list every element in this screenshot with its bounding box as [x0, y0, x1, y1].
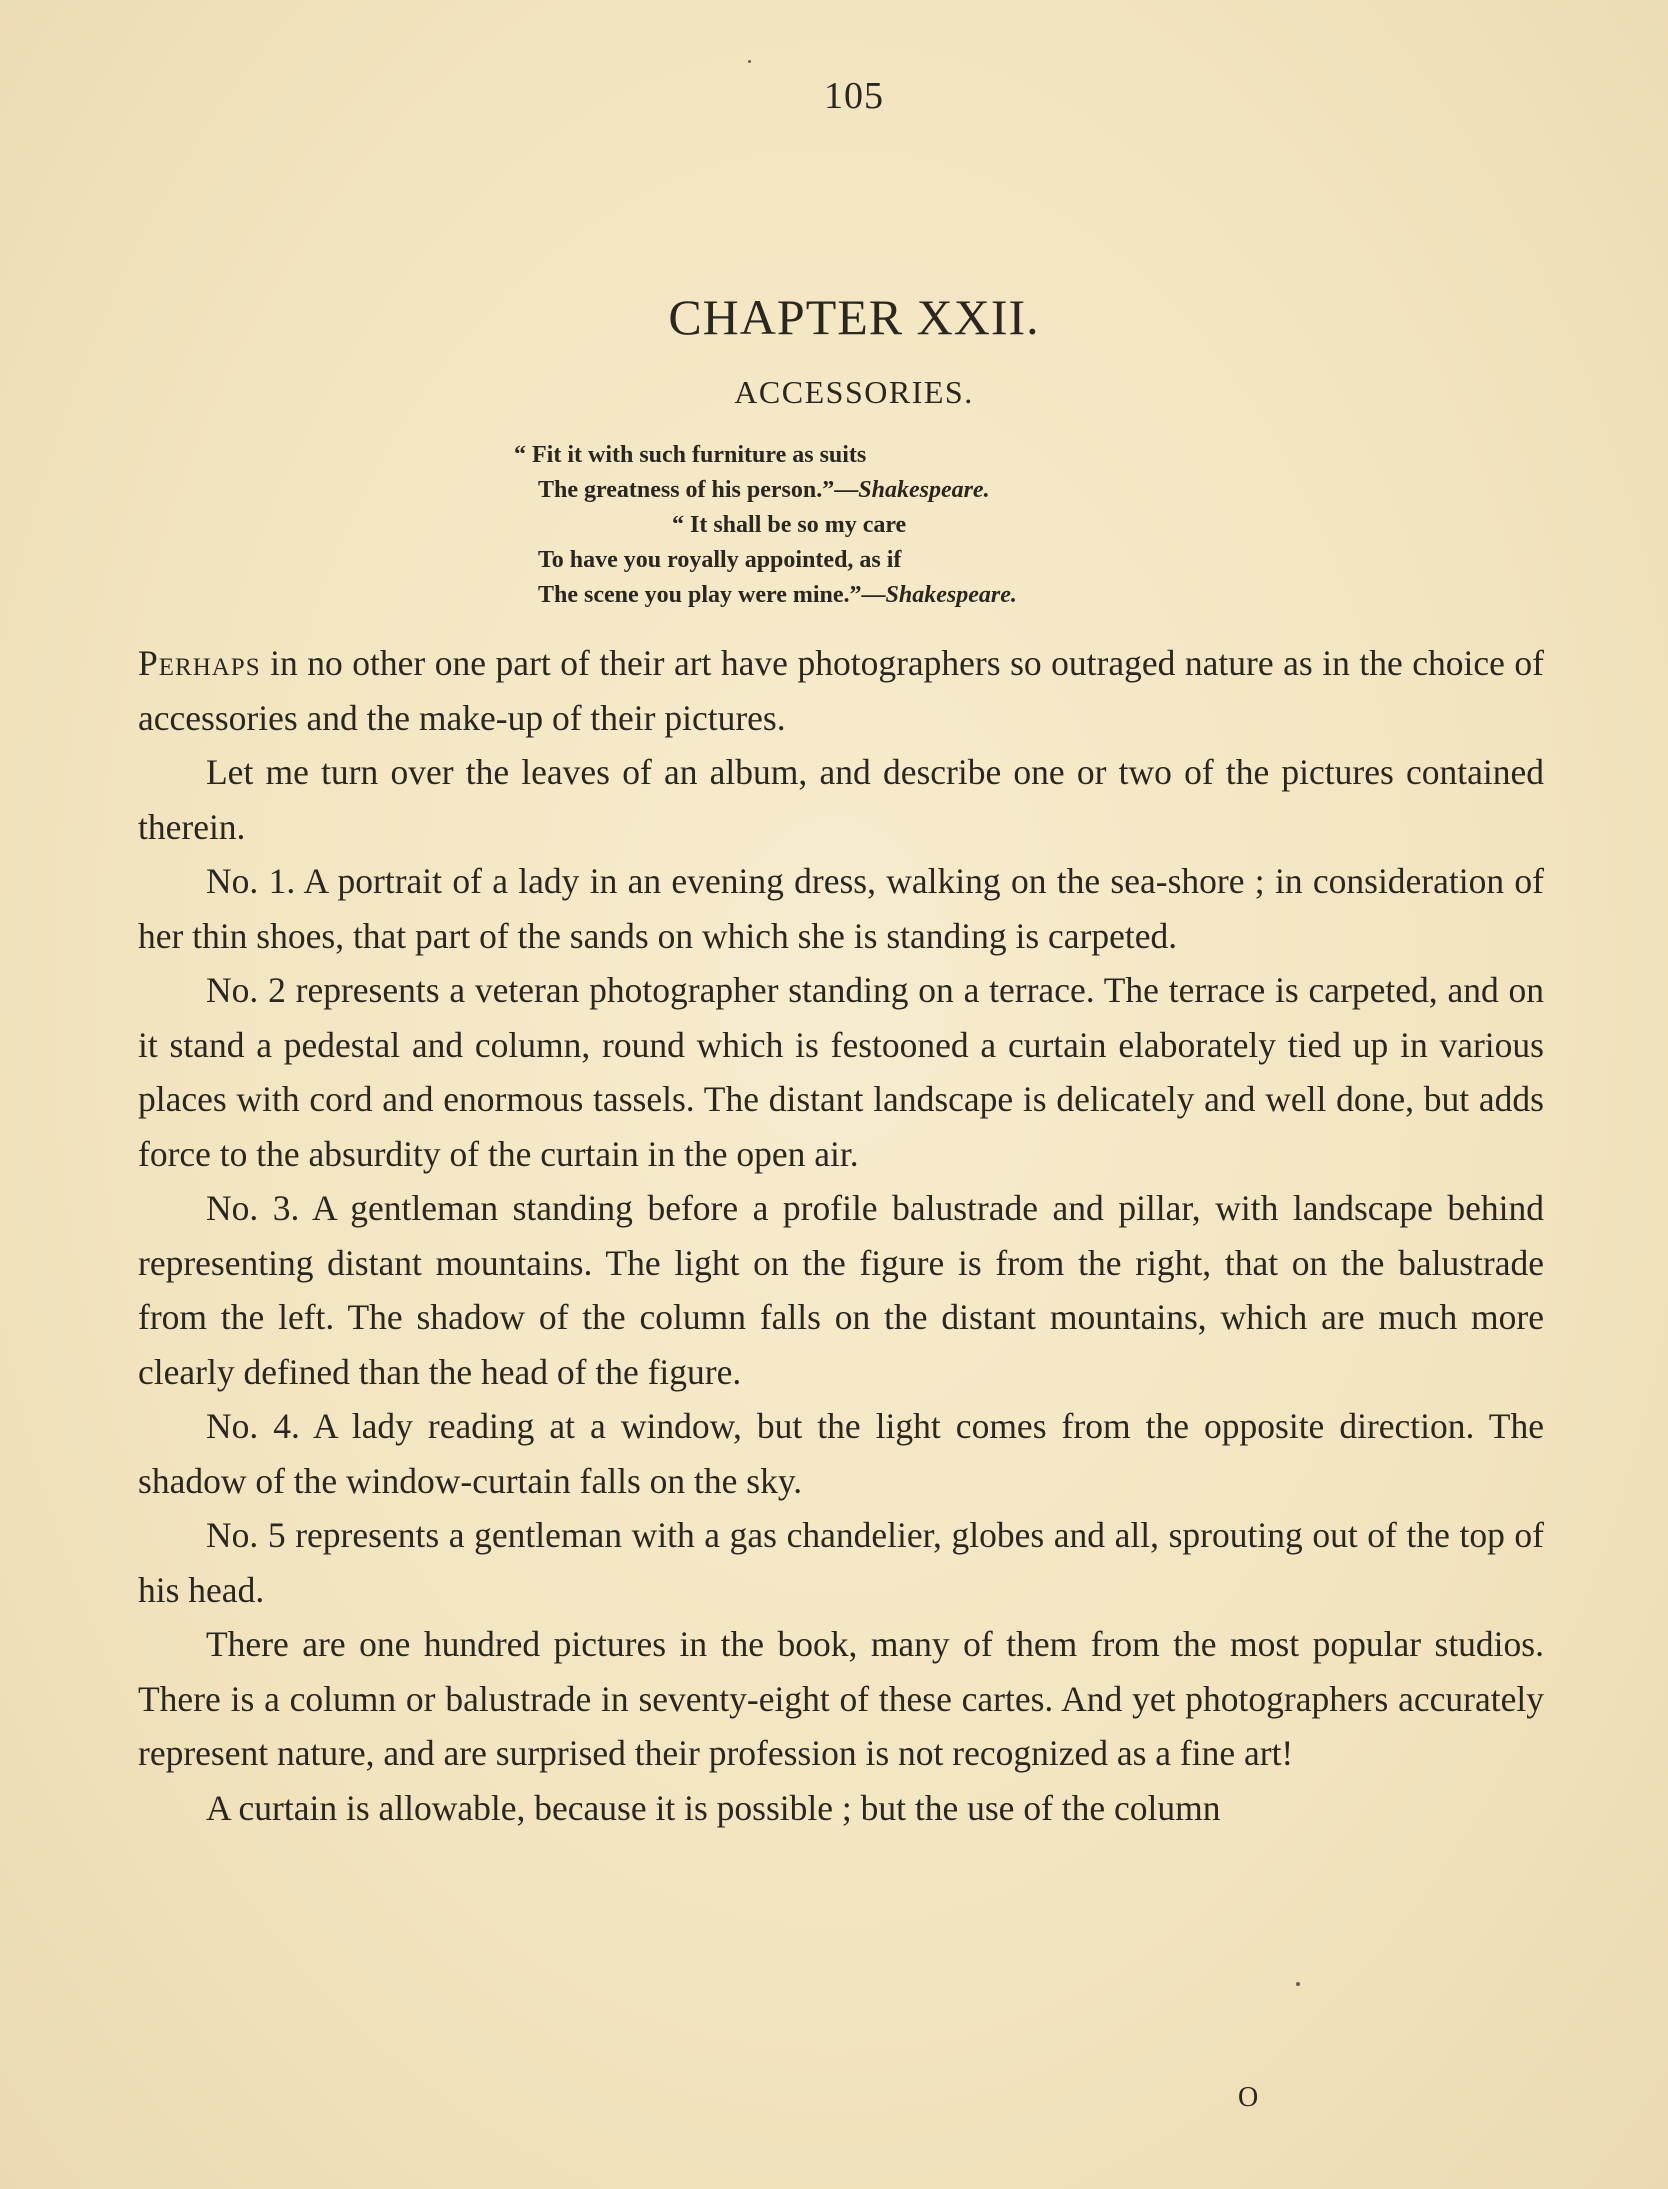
signature-mark: O	[1238, 2082, 1259, 2113]
chapter-heading: CHAPTER XXII.	[668, 289, 1040, 345]
body-text	[138, 636, 1544, 1835]
paragraph: No. 5 represents a gentleman with a gas chandelier, globes and all, sprouting out of the top of his head.	[138, 1515, 1544, 1610]
paragraph	[138, 636, 1544, 745]
epigraph-line	[514, 473, 1017, 508]
section-heading: ACCESSORIES.	[734, 374, 974, 410]
paragraph: A curtain is allowable, because it is possible ; but the use of the column	[206, 1787, 1221, 1828]
paragraph: No. 3. A gentleman standing before a profile balustrade and pillar, with landscape behind representing distant mountains. The light on the figure is from the right, that on the balustrade from the left. The shadow of the column falls on the distant mountains, which are much more clearly defined than the head of the figure.	[138, 1188, 1544, 1392]
page-number: 105	[824, 75, 884, 117]
paragraph-lead-word: Perhaps	[138, 643, 261, 683]
paragraph-text: in no other one part of their art have photographers so outraged nature as in the choice of accessories and the make-up of their pictures.	[138, 643, 1544, 738]
paragraph: There are one hundred pictures in the book, many of them from the most popular studios. There is a column or balustrade in seventy-eight of these cartes. And yet photographers accurately represent nature, and are surprised their profession is not recognized as a fine art!	[138, 1624, 1544, 1773]
paragraph: No. 1. A portrait of a lady in an evening dress, walking on the sea-shore ; in consideration of her thin shoes, that part of the sands on which she is standing is carpeted.	[138, 861, 1544, 956]
ink-speck	[748, 60, 751, 63]
epigraph-line: To have you royally appointed, as if	[538, 547, 902, 573]
ink-speck	[1296, 1982, 1300, 1986]
paragraph: Let me turn over the leaves of an album, and describe one or two of the pictures contained therein.	[138, 752, 1544, 847]
paragraph: No. 2 represents a veteran photographer standing on a terrace. The terrace is carpeted, and on it stand a pedestal and column, round which is festooned a curtain elaborately tied up in various places with cord and enormous tassels. The distant landscape is delicately and well done, but adds force to the absurdity of the curtain in the open air.	[138, 970, 1544, 1174]
paragraph: No. 4. A lady reading at a window, but the light comes from the opposite direction. The shadow of the window-curtain falls on the sky.	[138, 1406, 1544, 1501]
epigraph-attribution: Shakespeare.	[858, 477, 990, 503]
epigraph-line: “ Fit it with such furniture as suits	[514, 442, 867, 468]
epigraph-line	[514, 578, 1017, 613]
epigraph-text: The greatness of his person.”—	[538, 477, 859, 503]
epigraph-text: The scene you play were mine.”—	[538, 582, 886, 608]
epigraph	[514, 438, 1017, 613]
epigraph-line: “ It shall be so my care	[672, 512, 907, 538]
epigraph-attribution: Shakespeare.	[885, 582, 1017, 608]
